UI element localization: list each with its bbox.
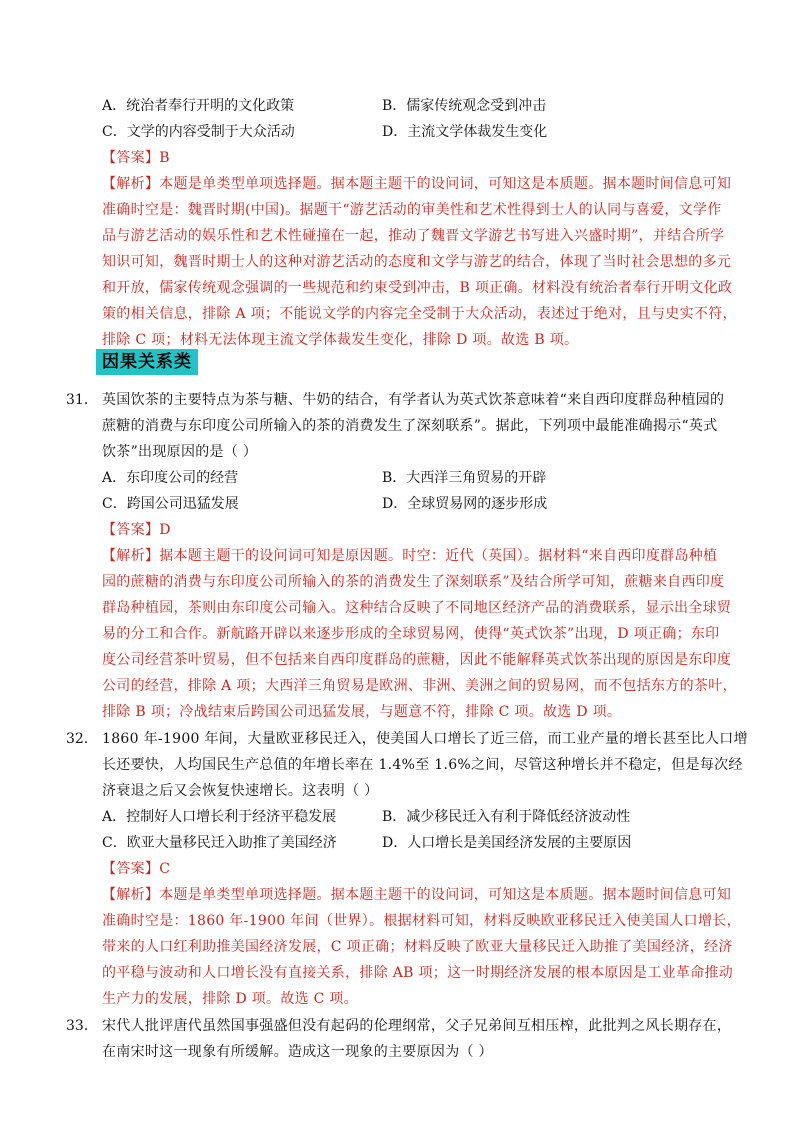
analysis-line: 度公司经营茶叶贸易，但不包括来自西印度群岛的蔗糖，因此不能解释英式饮茶出现的原因是东印度 <box>102 652 732 668</box>
option-d: D．人口增长是美国经济发展的主要原因 <box>382 835 632 851</box>
question-stem-line: 长还要快，人均国民生产总值的年增长率在 1.4%至 1.6%之间，尽管这种增长并不稳定，但是每次经 <box>102 757 743 773</box>
analysis-line: 准确时空是：魏晋时期(中国)。据题干“游艺活动的审美性和艺术性得到士人的认同与喜爱，文学作 <box>102 202 722 218</box>
option-b: B．儒家传统观念受到冲击 <box>382 98 547 114</box>
question-stem-line: 蔗糖的消费与东印度公司所输入的茶的消费发生了深刻联系”。据此，下列项中最能准确揭示“英式 <box>102 418 718 434</box>
analysis-line: 知识可知，魏晋时期士人的这种对游艺活动的态度和文学与游艺的结合，体现了当时社会思想的多元 <box>102 254 732 270</box>
option-d: D．全球贸易网的逐步形成 <box>382 496 548 512</box>
analysis-line: 品与游艺活动的娱乐性和艺术性碰撞在一起，推动了魏晋文学游艺书写进入兴盛时期”，并结合所学 <box>102 228 725 244</box>
analysis-line: 和开放，儒家传统观念强调的一些规范和约束受到冲击，B 项正确。材料没有统治者奉行开明文化政 <box>102 280 733 296</box>
analysis-line: 的平稳与波动和人口增长没有直接关系，排除 AB 项；这一时期经济发展的根本原因是工业革命推动 <box>102 965 734 981</box>
question-stem-line: 在南宋时这一现象有所缓解。造成这一现象的主要原因为（ ） <box>102 1044 493 1060</box>
question-stem-line: 宋代人批评唐代虽然国事强盛但没有起码的伦理纲常，父子兄弟间互相压榨，此批判之风长期存在， <box>102 1018 732 1034</box>
analysis-line: 带来的人口红利助推美国经济发展，C 项正确；材料反映了欧亚大量移民迁入助推了美国经济，经济 <box>102 939 733 955</box>
analysis-line: 园的蔗糖的消费与东印度公司所输入的茶的消费发生了深刻联系”及结合所学可知，蔗糖来自西印度 <box>102 574 725 590</box>
option-b: B．大西洋三角贸易的开辟 <box>382 470 547 486</box>
analysis-line: 公司的经营，排除 A 项；大西洋三角贸易是欧洲、非洲、美洲之间的贸易网，而不包括东方的茶叶， <box>102 678 737 694</box>
question-stem-line: 济衰退之后又会恢复快速增长。这表明（ ） <box>102 783 379 799</box>
question-stem-line: 英国饮茶的主要特点为茶与糖、牛奶的结合，有学者认为英式饮茶意味着“来自西印度群岛种植园的 <box>102 392 725 408</box>
option-c: C．欧亚大量移民迁入助推了美国经济 <box>102 835 337 851</box>
analysis-line: 【解析】本题是单类型单项选择题。据本题主题干的设问词，可知这是本质题。据本题时间信息可知 <box>102 176 732 192</box>
analysis-line: 【解析】本题是单类型单项选择题。据本题主题干的设问词，可知这是本质题。据本题时间信息可知 <box>102 887 732 903</box>
question-number: 31． <box>66 392 98 408</box>
answer-line: 【答案】D <box>102 522 171 538</box>
answer-line: 【答案】B <box>102 150 170 166</box>
option-a: A．控制好人口增长利于经济平稳发展 <box>102 809 337 825</box>
question-stem-line: 饮茶”出现原因的是（ ） <box>102 444 258 460</box>
option-c: C．文学的内容受制于大众活动 <box>102 124 295 140</box>
section-heading: 因果关系类 <box>96 349 198 375</box>
option-b: B．减少移民迁入有利于降低经济波动性 <box>382 809 631 825</box>
analysis-line: 排除 B 项；冷战结束后跨国公司迅猛发展，与题意不符，排除 C 项。故选 D 项。 <box>102 704 622 720</box>
option-a: A．东印度公司的经营 <box>102 470 239 486</box>
analysis-line: 【解析】据本题主题干的设问词可知是原因题。时空：近代（英国）。据材料“来自西印度群岛种植 <box>102 548 718 564</box>
answer-line: 【答案】C <box>102 861 171 877</box>
analysis-line: 生产力的发展，排除 D 项。故选 C 项。 <box>102 991 359 1007</box>
analysis-line: 排除 C 项；材料无法体现主流文学体裁发生变化，排除 D 项。故选 B 项。 <box>102 332 579 348</box>
analysis-line: 群岛种植园，茶则由东印度公司输入。这种结合反映了不同地区经济产品的消费联系，显示出全球贸 <box>102 600 732 616</box>
analysis-line: 易的分工和合作。新航路开辟以来逐步形成的全球贸易网，使得“英式饮茶”出现，D 项正确；东印 <box>102 626 720 642</box>
analysis-line: 策的相关信息，排除 A 项；不能说文学的内容完全受制于大众活动，表述过于绝对，且与史实不符， <box>102 306 737 322</box>
question-number: 32． <box>66 731 98 747</box>
option-a: A．统治者奉行开明的文化政策 <box>102 98 295 114</box>
question-stem-line: 1860 年-1900 年间，大量欧亚移民迁入，使美国人口增长了近三倍，而工业产量的增长甚至比人口增 <box>102 731 748 747</box>
option-d: D．主流文学体裁发生变化 <box>382 124 548 140</box>
question-number: 33． <box>66 1018 98 1034</box>
option-c: C．跨国公司迅猛发展 <box>102 496 239 512</box>
analysis-line: 准确时空是：1860 年-1900 年间（世界）。根据材料可知，材料反映欧亚移民迁入使美国人口增长， <box>102 913 741 929</box>
